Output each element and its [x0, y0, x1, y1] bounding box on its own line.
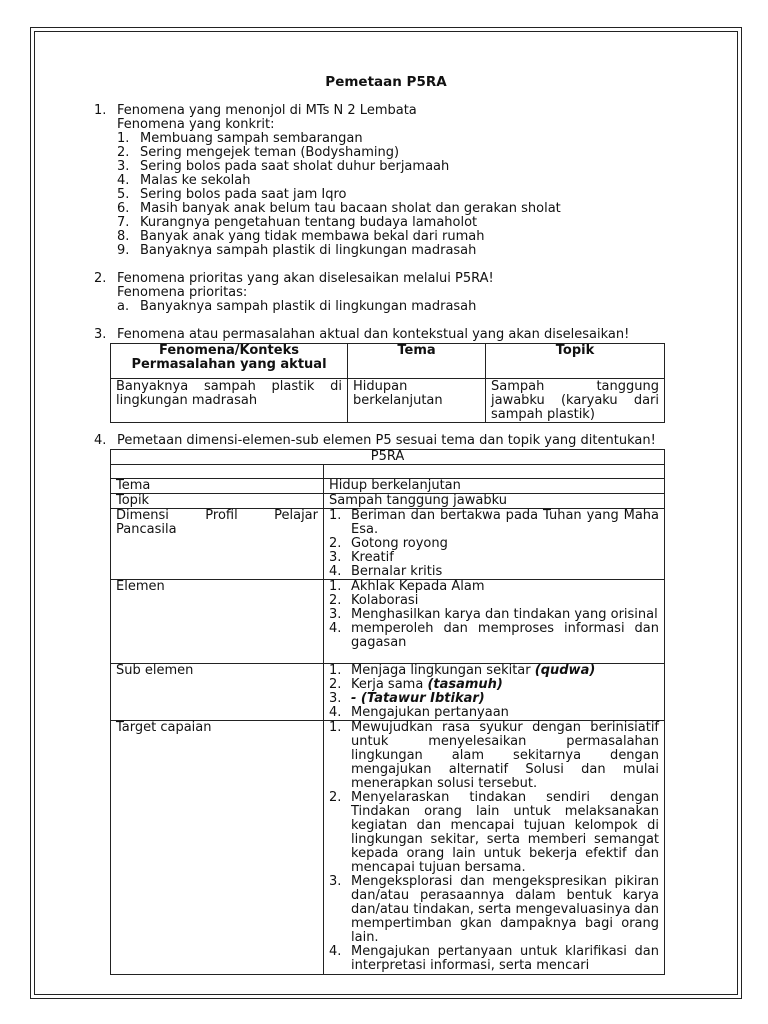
table-row: [111, 465, 665, 479]
row-value: [324, 721, 665, 975]
list-item: 9. Banyaknya sampah plastik di lingkungan madrasah: [117, 243, 477, 258]
p5ra-table: [110, 449, 665, 975]
list-item: 8. Banyak anak yang tidak membawa bekal dari rumah: [117, 229, 485, 244]
table-cell: Sampah tanggung jawabku (karyaku dari sampah plastik): [486, 379, 665, 423]
list-item: 4. Malas ke sekolah: [117, 173, 251, 188]
list-item: 1. Membuang sampah sembarangan: [117, 131, 363, 146]
table-caption-row: [111, 450, 665, 465]
table-row: [111, 664, 665, 721]
list-item: 3. Kreatif: [329, 550, 394, 565]
section-number: 2.: [94, 271, 107, 286]
row-value: [324, 664, 665, 721]
section-4-heading: [94, 434, 656, 448]
list-item: 2. Kolaborasi: [329, 593, 419, 608]
list-item: 2. Gotong royong: [329, 536, 448, 551]
list-item: 7. Kurangnya pengetahuan tentang budaya lamaholot: [117, 215, 478, 230]
table-row: [111, 721, 665, 975]
list-item: 4. Bernalar kritis: [329, 564, 443, 579]
list-item: 5. Sering bolos pada saat jam Iqro: [117, 187, 347, 202]
list-item: 4. Mengajukan pertanyaan untuk klarifikasi dan interpretasi informasi, serta mencari: [329, 944, 660, 973]
table-header: Tema: [348, 344, 486, 379]
dimensi-list: [329, 509, 659, 579]
section-2-list: [117, 300, 476, 314]
sub-elemen-list: [329, 664, 659, 720]
table-row: [111, 580, 665, 664]
table-cell: [324, 465, 665, 479]
section-1-heading: [94, 104, 417, 118]
list-item: 3. Sering bolos pada saat sholat duhur berjamaah: [117, 159, 450, 174]
row-label: Sub elemen: [111, 664, 324, 721]
list-item: 3. Mengeksplorasi dan mengekspresikan pikiran dan/atau perasaannya dalam bentuk karya dan/atau tindakan, serta mengevaluasinya dan mempertimban gkan dampaknya bagi orang lain.: [329, 874, 660, 945]
section-title: Fenomena prioritas yang akan diselesaikan melalui P5RA!: [117, 271, 494, 286]
table-cell: Banyaknya sampah plastik di lingkungan madrasah: [111, 379, 348, 423]
table-caption: P5RA: [111, 450, 665, 465]
row-value: Sampah tanggung jawabku: [324, 494, 665, 509]
table-header: Topik: [486, 344, 665, 379]
table-row: [111, 509, 665, 580]
document-title: Pemetaan P5RA: [325, 74, 447, 90]
row-value: [324, 580, 665, 664]
table-row: [111, 379, 665, 423]
section-3-heading: [94, 328, 629, 342]
section-number: 1.: [94, 103, 107, 118]
section-title: Fenomena yang menonjol di MTs N 2 Lembata: [117, 103, 417, 118]
row-label: Elemen: [111, 580, 324, 664]
list-item: 4. memperoleh dan memproses informasi dan gagasan: [329, 621, 660, 650]
row-value: [324, 509, 665, 580]
table-cell: Hidupan berkelanjutan: [348, 379, 486, 423]
target-capaian-list: [329, 721, 659, 973]
section-number: 4.: [94, 433, 107, 448]
table-header: Fenomena/Konteks Permasalahan yang aktual: [111, 344, 348, 379]
list-item: 4. Mengajukan pertanyaan: [329, 705, 509, 720]
elemen-list: [329, 580, 659, 650]
fenomena-table: [110, 343, 665, 423]
list-item: 3. - (Tatawur Ibtikar): [329, 691, 485, 706]
section-title: Fenomena atau permasalahan aktual dan kontekstual yang akan diselesaikan!: [117, 327, 630, 342]
list-item: 2. Kerja sama (tasamuh): [329, 677, 503, 692]
table-row: [111, 494, 665, 509]
list-item: 1. Akhlak Kepada Alam: [329, 579, 485, 594]
section-1-subheading: Fenomena yang konkrit:: [117, 117, 275, 132]
row-label: Dimensi Profil Pelajar Pancasila: [111, 509, 324, 580]
list-item: a. Banyaknya sampah plastik di lingkungan madrasah: [117, 299, 477, 314]
table-row: [111, 479, 665, 494]
section-2-subheading: Fenomena prioritas:: [117, 285, 248, 300]
list-item: 1. Mewujudkan rasa syukur dengan berinisiatif untuk menyelesaikan permasalahan lingkungan alam sekitarnya dengan mengajukan alternatif Solusi dan mulai menerapkan solusi tersebut.: [329, 720, 660, 791]
list-item: 2. Sering mengejek teman (Bodyshaming): [117, 145, 400, 160]
row-label: Target capaian: [111, 721, 324, 975]
list-item: 1. Beriman dan bertakwa pada Tuhan yang Maha Esa.: [329, 508, 660, 537]
section-number: 3.: [94, 327, 107, 342]
list-item: 3. Menghasilkan karya dan tindakan yang orisinal: [329, 607, 658, 622]
list-item: 6. Masih banyak anak belum tau bacaan sholat dan gerakan sholat: [117, 201, 561, 216]
row-label: Tema: [111, 479, 324, 494]
row-value: Hidup berkelanjutan: [324, 479, 665, 494]
section-title: Pemetaan dimensi-elemen-sub elemen P5 sesuai tema dan topik yang ditentukan!: [117, 433, 656, 448]
list-item: 1. Menjaga lingkungan sekitar (qudwa): [329, 663, 596, 678]
row-label: Topik: [111, 494, 324, 509]
table-header-row: [111, 344, 665, 379]
section-1-list: [117, 132, 561, 258]
list-item: 2. Menyelaraskan tindakan sendiri dengan Tindakan orang lain untuk melaksanakan kegiatan dan mencapai tujuan kelompok di lingkungan sekitar, serta memberi semangat kepada orang lain untuk bekerja efektif dan mencapai tujuan bersama.: [329, 790, 660, 875]
table-cell: [111, 465, 324, 479]
section-2-heading: [94, 272, 494, 286]
page-border-inner: [34, 31, 738, 995]
